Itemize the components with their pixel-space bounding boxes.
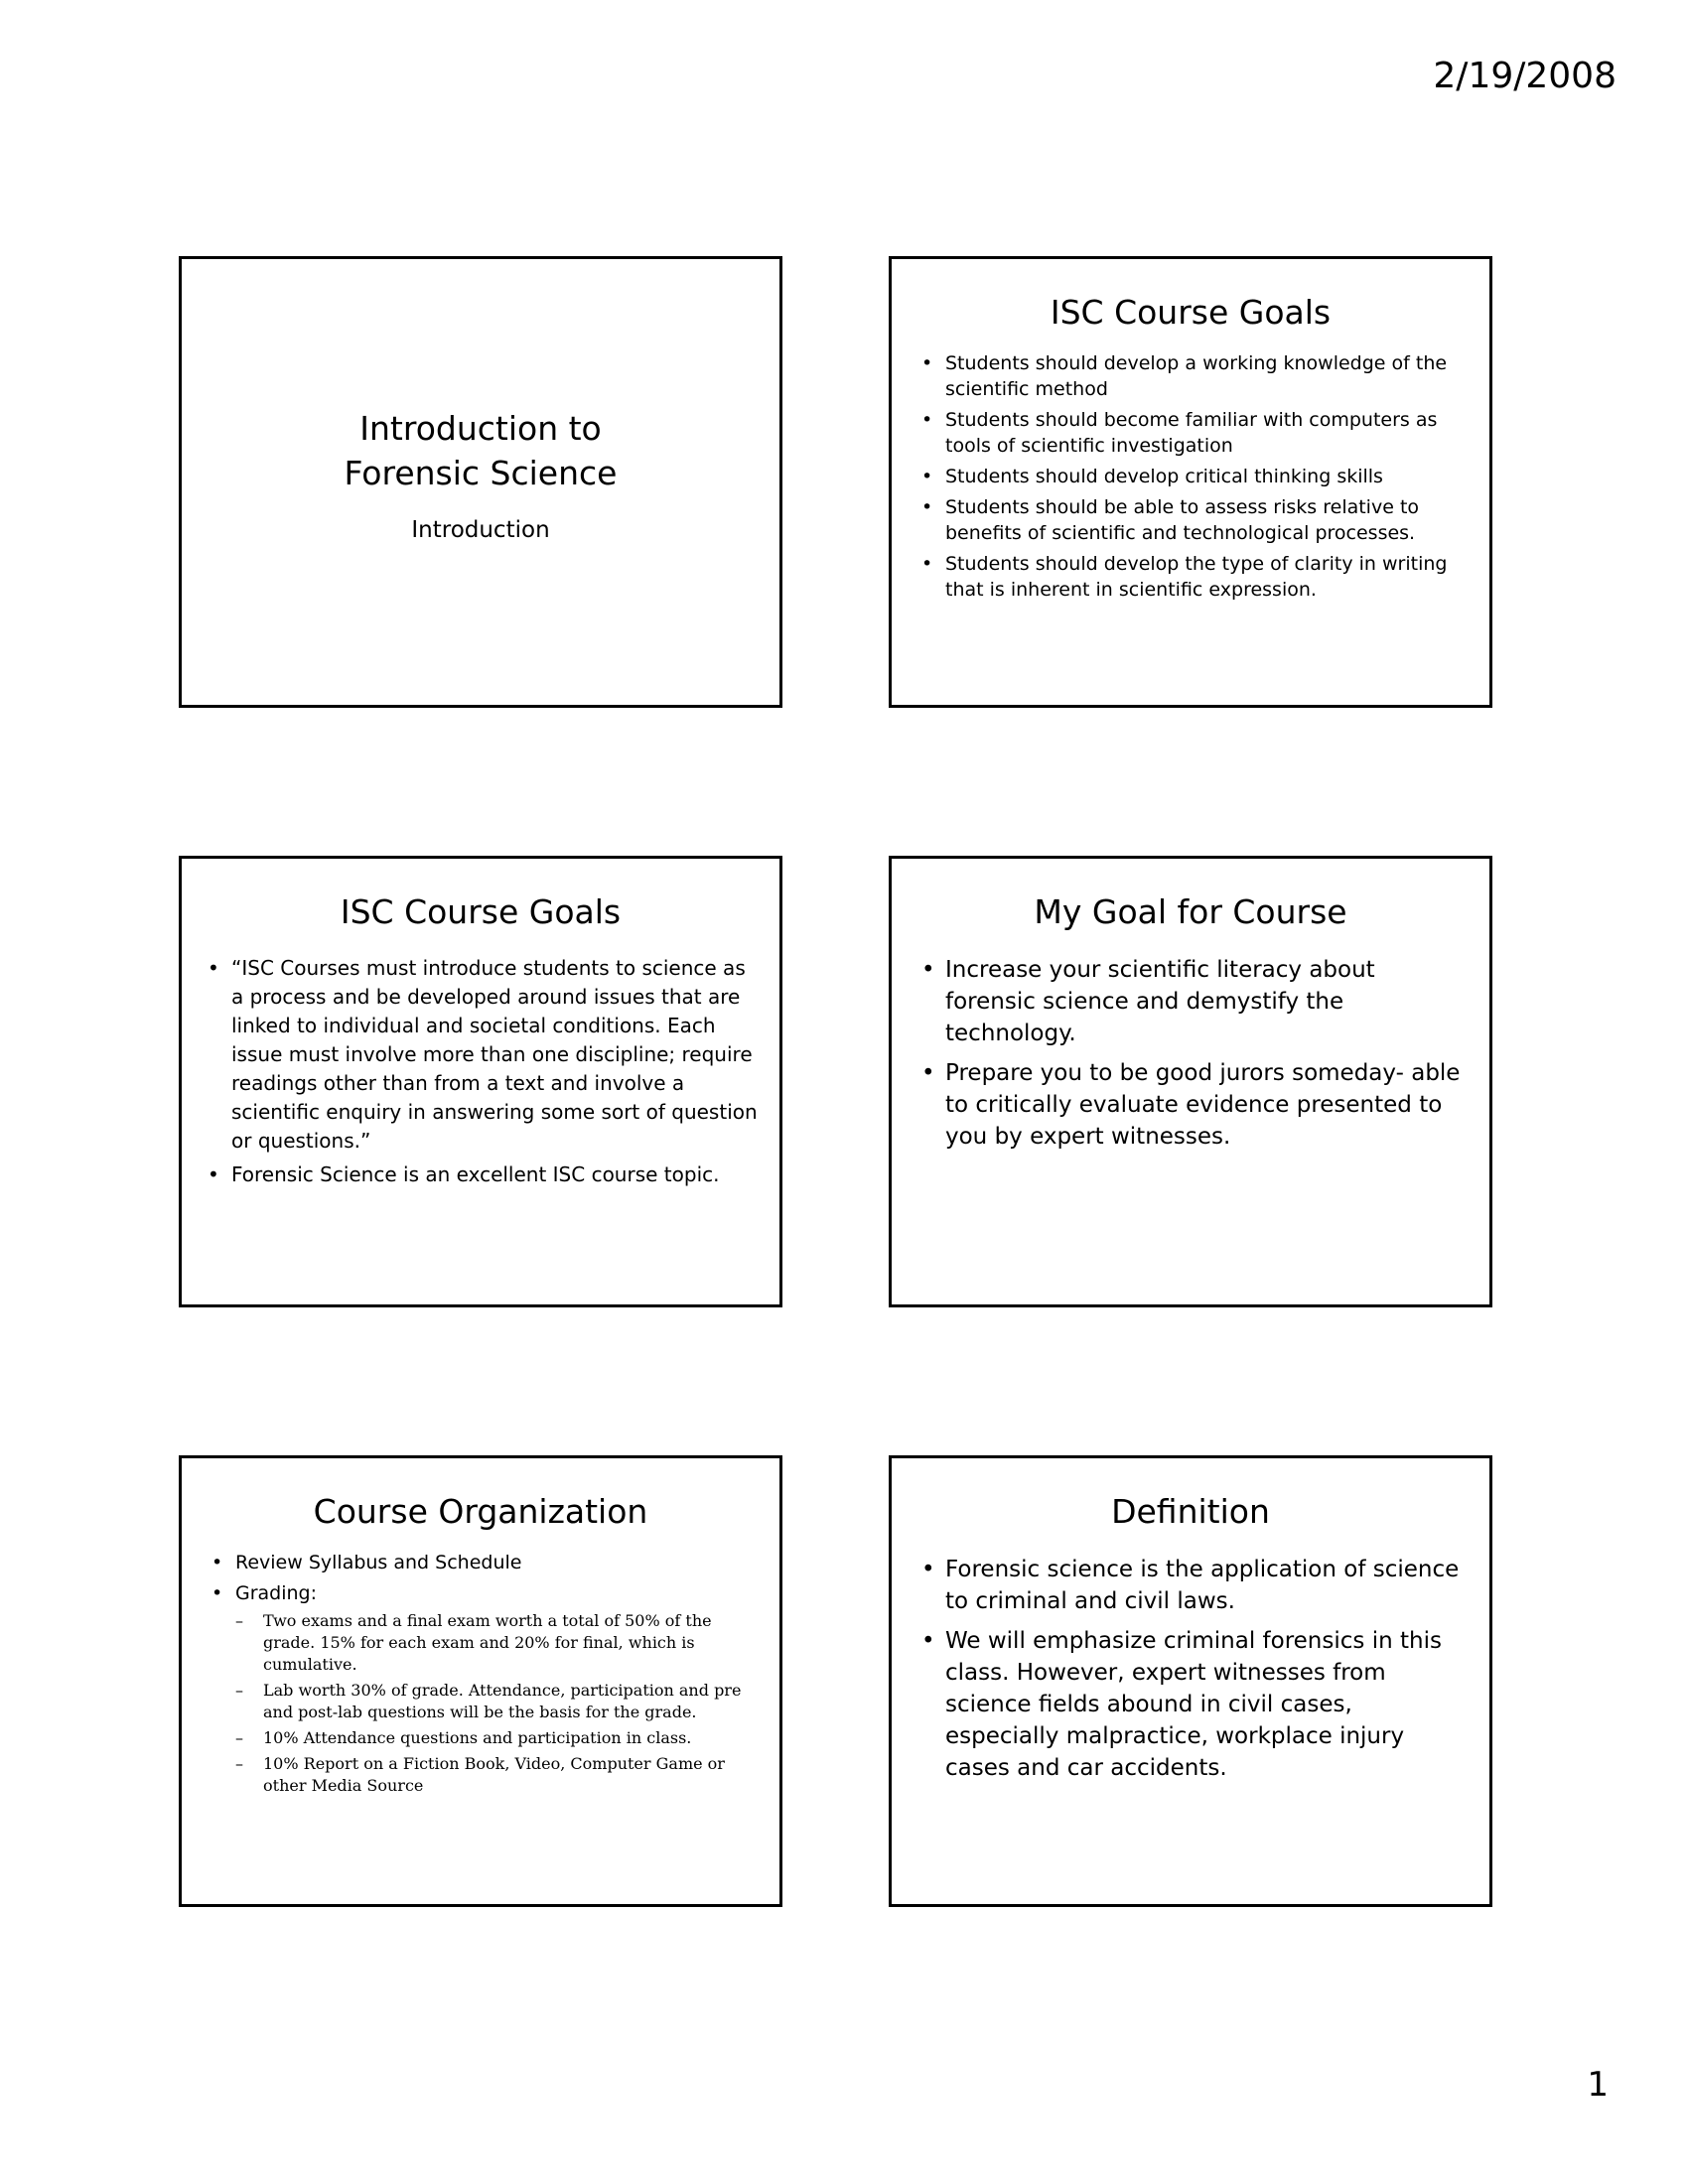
- slide-1-subtitle: Introduction: [411, 517, 550, 543]
- slide-6-bullet: • We will emphasize criminal forensics in this class. However, expert witnesses from science fields abound in civil cases, especially malpractice, workplace injury cases and car accidents.: [921, 1625, 1472, 1784]
- slide-5: [179, 1455, 782, 1907]
- slide-1-title-line-2: Forensic Science: [344, 454, 618, 492]
- slide-4-bullet: • Prepare you to be good jurors someday- able to critically evaluate evidence presented to you by expert witnesses.: [921, 1057, 1472, 1153]
- slide-3-bullet: • Forensic Science is an excellent ISC course topic.: [208, 1160, 760, 1189]
- slide-1-title: [182, 406, 779, 495]
- slide-5-sub-bullet-list: [235, 1610, 762, 1797]
- slide-2-bullet: • Students should become familiar with computers as tools of scientific investigation: [921, 407, 1472, 459]
- slide-5-bullet-grading: [211, 1580, 762, 1797]
- slide-5-sub-bullet: – 10% Attendance questions and participation in class.: [235, 1727, 762, 1749]
- slide-5-bullet-list: [182, 1550, 779, 1797]
- slide-3: [179, 856, 782, 1307]
- slide-2-bullet-list: [892, 350, 1489, 603]
- slide-6-bullet-list: [892, 1554, 1489, 1784]
- slide-2-bullet: • Students should develop the type of clarity in writing that is inherent in scientific expression.: [921, 551, 1472, 603]
- slide-4-title: My Goal for Course: [1034, 892, 1347, 931]
- slide-4-bullet-list: [892, 954, 1489, 1153]
- slide-5-bullet-label: Grading:: [235, 1581, 318, 1604]
- page-number: 1: [1587, 2065, 1609, 2105]
- slide-4-bullet: • Increase your scientific literacy about forensic science and demystify the technology.: [921, 954, 1472, 1049]
- slide-2-bullet: • Students should develop a working knowledge of the scientific method: [921, 350, 1472, 402]
- slide-2-bullet: • Students should be able to assess risks relative to benefits of scientific and technological processes.: [921, 494, 1472, 546]
- slide-6-title: Definition: [1111, 1492, 1270, 1531]
- slide-1-title-line-1: Introduction to: [359, 409, 602, 448]
- slide-5-title: Course Organization: [313, 1492, 648, 1531]
- slide-5-sub-bullet: – Lab worth 30% of grade. Attendance, participation and pre and post-lab questions will be the basis for the grade.: [235, 1680, 762, 1723]
- slide-3-bullet: • “ISC Courses must introduce students to science as a process and be developed around issues that are linked to individual and societal conditions. Each issue must involve more than one discipline; require readings other than from a text and involve a scientific enquiry in answering some sort of question or questions.”: [208, 954, 760, 1156]
- slide-5-sub-bullet: – Two exams and a final exam worth a total of 50% of the grade. 15% for each exam and 20% for final, which is cumulative.: [235, 1610, 762, 1676]
- slide-2: [889, 256, 1492, 708]
- slide-3-title: ISC Course Goals: [340, 892, 622, 931]
- slide-5-bullet: • Review Syllabus and Schedule: [211, 1550, 762, 1575]
- slide-3-bullet-list: [182, 954, 779, 1189]
- slide-2-title: ISC Course Goals: [1050, 293, 1332, 332]
- slide-2-bullet: • Students should develop critical thinking skills: [921, 464, 1472, 489]
- slide-6: [889, 1455, 1492, 1907]
- slide-5-sub-bullet: – 10% Report on a Fiction Book, Video, Computer Game or other Media Source: [235, 1753, 762, 1797]
- slide-4: [889, 856, 1492, 1307]
- slide-6-bullet: • Forensic science is the application of science to criminal and civil laws.: [921, 1554, 1472, 1617]
- title-slide-content: [182, 406, 779, 543]
- page-date: 2/19/2008: [1433, 56, 1617, 96]
- slide-1: [179, 256, 782, 708]
